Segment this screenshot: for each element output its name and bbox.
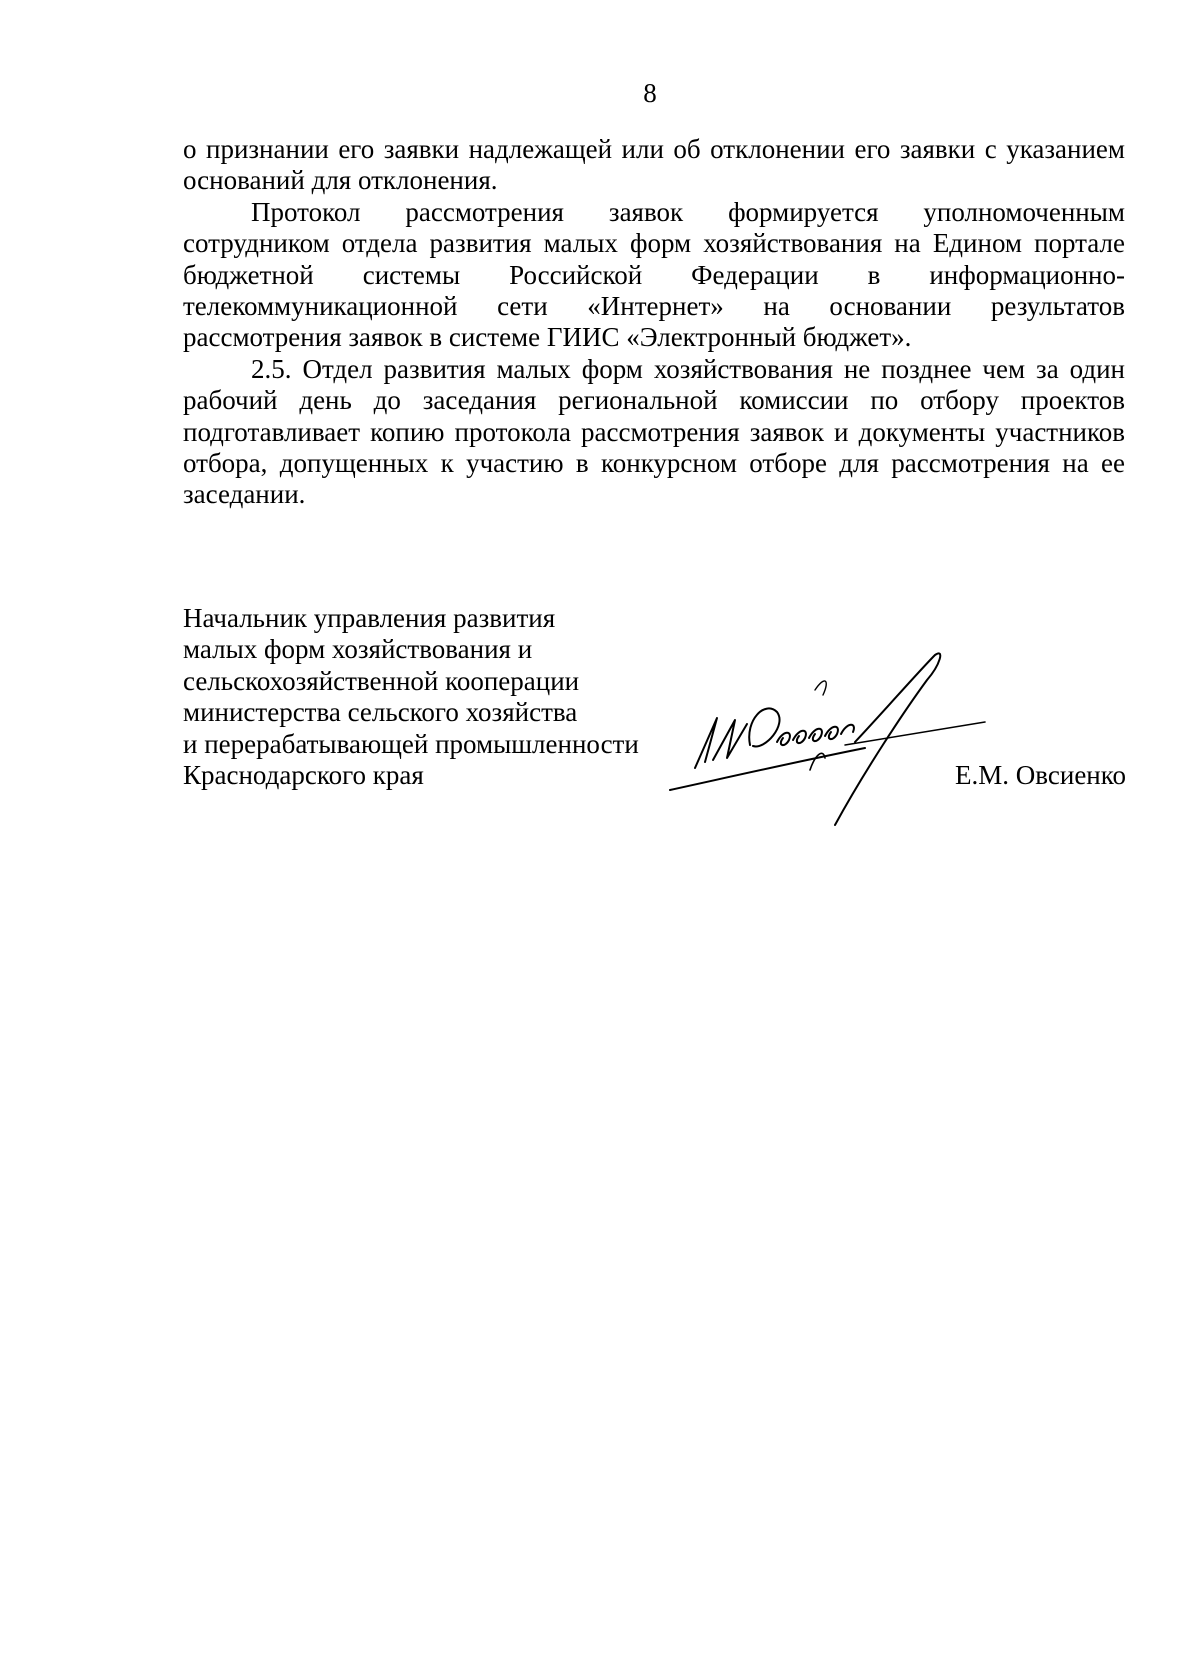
page-number: 8 <box>643 78 657 108</box>
paragraph: о признании его заявки надлежащей или об отклонении его заявки с указанием оснований для отклонения. <box>183 134 1125 196</box>
document-body <box>183 134 1125 511</box>
paragraph: 2.5. Отдел развития малых форм хозяйствования не позднее чем за один рабочий день до заседания региональной комиссии по отбору проектов подготавливает копию протокола рассмотрения заявок и документы участников отбора, допущенных к участию в конкурсном отборе для рассмотрения на ее заседании. <box>183 353 1125 510</box>
signatory-title-line: Краснодарского края <box>183 760 424 791</box>
handwritten-signature-icon <box>665 650 1000 835</box>
signatory-title-line: Начальник управления развития <box>183 603 556 633</box>
signatory-title-line: и перерабатывающей промышленности <box>183 728 639 759</box>
paragraph: Протокол рассмотрения заявок формируется уполномоченным сотрудником отдела развития малых форм хозяйствования на Едином портале бюджетной системы Российской Федерации в информационно-телекоммуникационной сети «Интернет» на основании результатов рассмотрения заявок в системе ГИИС «Электронный бюджет». <box>183 196 1125 353</box>
signatory-title-line: министерства сельского хозяйства <box>183 697 578 728</box>
signatory-name: Е.М. Овсиенко <box>955 760 1126 790</box>
signatory-title <box>183 603 683 791</box>
signatory-title-line: малых форм хозяйствования и <box>183 634 533 665</box>
signatory-title-line: сельскохозяйственной кооперации <box>183 665 580 696</box>
